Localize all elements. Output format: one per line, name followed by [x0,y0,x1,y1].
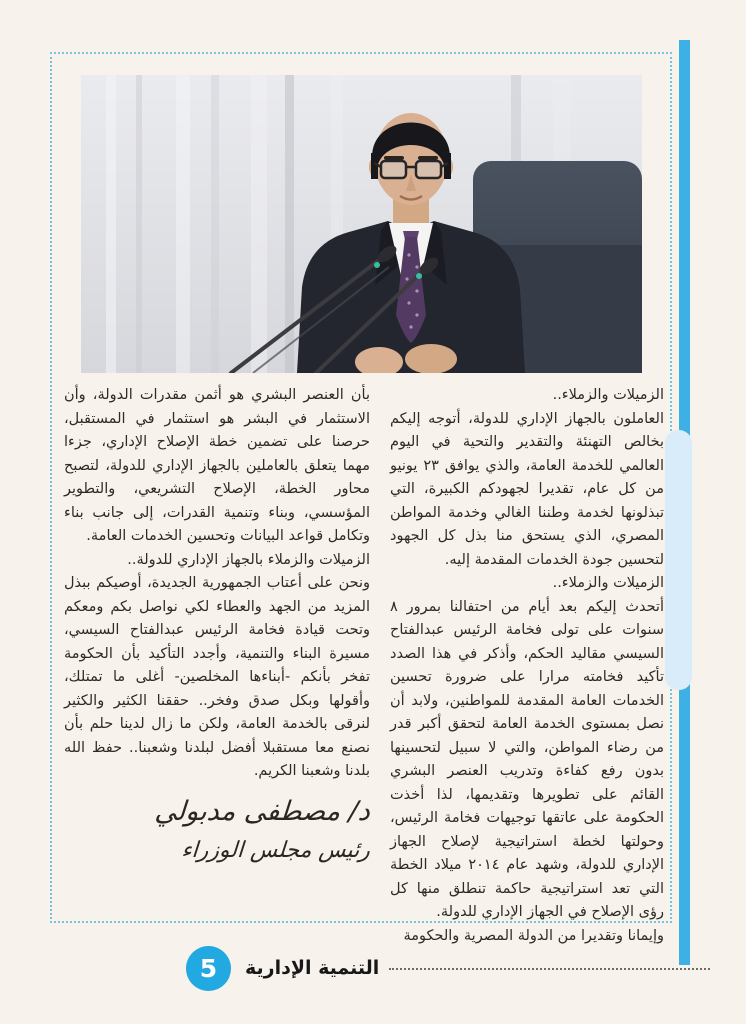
article-column-left [64,384,370,863]
article-column-right [390,384,664,948]
footer [186,944,710,992]
signature-block [64,795,372,863]
signature-name: د/ مصطفى مدبولي [153,795,372,827]
paragraph: ونحن على أعتاب الجمهورية الجديدة، أوصيكم ببذل المزيد من الجهد والعطاء لكي نواصل بكم ومعكم وتحت قيادة فخامة الرئيس عبدالفتاح السيسي، مسيرة البناء والتنمية، وأجدد التأكيد بأن الحكومة تفخر بأنكم -أبناءها المخلصين- أغلى ما تمتلك، وأقولها وبكل صدق وفخر.. حققنا الكثير والكثير لنرقى بالخدمة العامة، ولكن ما زال لدينا حلم بأن نصنع معا مستقبلا أفضل لبلدنا وشعبنا.. حفظ الله بلدنا وشعبنا الكريم. [64,575,370,779]
salutation-line: الزميلات والزملاء بالجهاز الإداري للدولة.. [127,551,370,568]
page-number-badge [186,946,231,991]
photo-prime-minister [81,75,642,373]
paragraph: وإيمانا وتقديرا من الدولة المصرية والحكومة [403,927,664,944]
paragraph: بأن العنصر البشري هو أثمن مقدرات الدولة، وأن الاستثمار في البشر هو استثمار في المستقبل، حرصنا على تضمين خطة الإصلاح الإداري، جزءا مهما يتعلق بالعاملين بالجهاز الإداري للدولة، لتصبح محاور الخطة، الإصلاح التشريعي، والتطوير المؤسسي، وبناء وتنمية القدرات، إلى جانب بناء وتكامل قواعد البيانات وتحسين الخدمات العامة. [64,387,370,544]
salutation-line: الزميلات والزملاء.. [552,575,664,591]
paragraph: أتحدث إليكم بعد أيام من احتفالنا بمرور ٨ سنوات على تولى فخامة الرئيس عبدالفتاح السيسي مقاليد الحكم، وأذكر في هذا الصدد تأكيد فخامته مرارا على ضرورة تحسين الخدمات العامة المقدمة للمواطنين، ولابد أن نصل بمستوى الخدمة العامة لتحقق أكبر قدر من رضاء المواطن، والتي لا سبيل لتحسينها بدون رفع كفاءة وتدريب العنصر البشري القائم على تطويرها وتقديمها، لذا أخذت الحكومة على عاتقها توجيهات فخامة الرئيس، وحولتها لخطة استراتيجية لإصلاح الجهاز الإداري للدولة، وشهد عام ٢٠١٤ ميلاد الخطة التي تعد استراتيجية حاكمة تنطلق منها كل رؤى الإصلاح في الجهاز الإداري للدولة. [390,598,664,920]
page-number: 5 [199,953,218,983]
magazine-name: التنمية الإدارية [245,957,380,979]
paragraph: العاملون بالجهاز الإداري للدولة، أتوجه إليكم بخالص التهنئة والتقدير والتحية في اليوم العالمي للخدمة العامة، والذي يوافق ٢٣ يونيو من كل عام، تقديرا لجهودكم الكبيرة، التي تبذلونها لخدمة وطننا الغالي وخدمة المواطن المصري، الذي يستحق منا بذل كل الجهود لتحسين جودة الخدمات المقدمة إليه. [390,410,664,568]
salutation-line: الزميلات والزملاء.. [552,387,664,403]
signature-title: رئيس مجلس الوزراء [180,838,371,863]
right-accent-capsule [665,430,692,690]
footer-divider [389,968,710,970]
